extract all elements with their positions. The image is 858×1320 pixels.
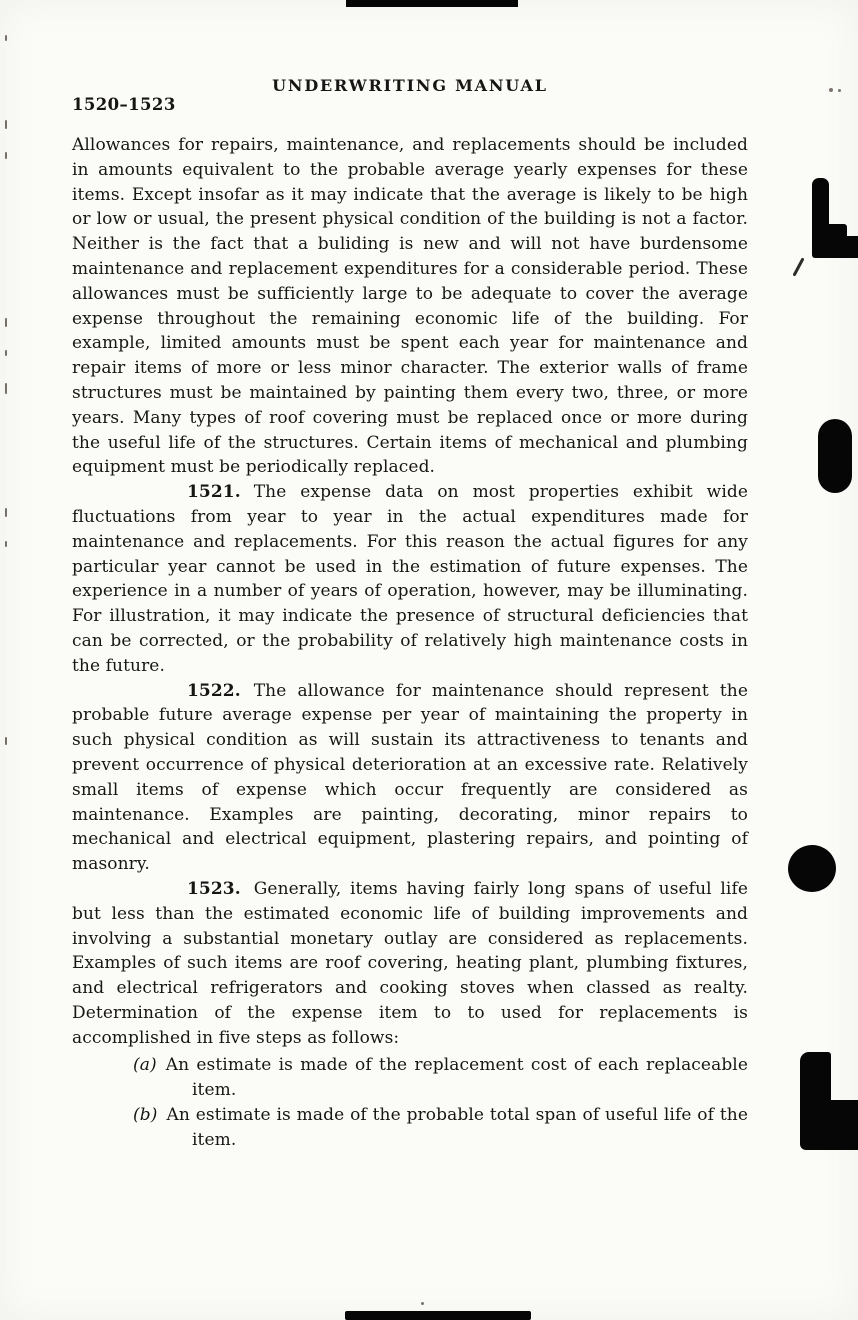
left-edge-scan-tick [5, 318, 7, 327]
scan-dot [829, 88, 833, 92]
paragraph-1521 [72, 480, 748, 678]
paragraph-number: 1523. [187, 878, 241, 899]
top-edge-ink-bar [346, 0, 518, 7]
list-marker: (b) [133, 1105, 158, 1126]
paragraph-1523 [72, 877, 748, 1051]
paragraph-text: Allowances for repairs, maintenance, and replacements should be included in amounts equivalent to the probable average yearly expenses for these items. Except insofar as it may indicate that the average is likely to be high or low or usual, the present physical condition of the building is not a factor. Neither is the fact that a buliding is new and will not have burdensome maintenance and replacement expenditures for a considerable period. These allowances must be sufficiently large to be adequate to cover the average expense throughout the remaining economic life of the building. For example, limited amounts must be spent each year for maintenance and repair items of more or less minor character. The exterior walls of frame structures must be maintained by painting them every two, three, or more years. Many types of roof covering must be replaced once or more during the useful life of the structures. Certain items of mechanical and plumbing equipment must be periodically replaced. [72, 135, 748, 478]
left-edge-scan-tick [5, 508, 7, 517]
paragraph-continuation [72, 133, 748, 480]
right-margin-ink-blot [800, 1100, 858, 1150]
left-edge-scan-tick [5, 383, 7, 394]
paragraph-text: The allowance for maintenance should represent the probable future average expense per year of maintaining the property in such physical condition as will sustain its attractiveness to tenants and prevent occurrence of physical deterioration at an excessive rate. Relatively small items of expense which occur frequently are considered as maintenance. Examples are painting, decorating, minor repairs to mechanical and electrical equipment, plastering repairs, and pointing of masonry. [72, 680, 748, 875]
right-margin-ink-pill [818, 419, 852, 493]
list-item-b [72, 1103, 748, 1153]
left-edge-scan-tick [5, 350, 7, 356]
paragraph-text: The expense data on most properties exhibit wide fluctuations from year to year in the actual expenditures made for maintenance and replacements. For this reason the actual figures for any particular year cannot be used in the estimation of future expenses. The experience in a number of years of operation, however, may be illuminating. For illustration, it may indicate the presence of structural deficiencies that can be corrected, or the probability of relatively high maintenance costs in the future. [72, 482, 748, 676]
right-margin-ink-mark [838, 236, 858, 258]
left-edge-scan-tick [5, 737, 7, 745]
scan-dot [421, 1302, 424, 1305]
left-edge-scan-tick [5, 120, 7, 129]
bottom-edge-ink-bar [345, 1311, 531, 1320]
scan-dot [838, 89, 841, 92]
paragraph-text: Generally, items having fairly long spans of useful life but less than the estimated economic life of building improvements and involving a substantial monetary outlay are considered as replacements. Examples of such items are roof covering, heating plant, plumbing fixtures, and electrical refrigerators and cooking stoves when classed as realty. Determination of the expense item to to used for replacements is accomplished in five steps as follows: [72, 878, 748, 1048]
paragraph-number: 1522. [187, 680, 241, 701]
step-list [72, 1053, 748, 1152]
running-header: UNDERWRITING MANUAL [272, 76, 548, 95]
section-range: 1520–1523 [72, 95, 176, 114]
right-margin-ink-oval [785, 842, 839, 895]
list-item-a [72, 1053, 748, 1103]
paragraph-number: 1521. [187, 482, 241, 503]
left-edge-scan-tick [5, 541, 7, 547]
stray-slash-mark [792, 257, 804, 276]
left-edge-scan-tick [5, 152, 7, 159]
list-item-text: An estimate is made of the replacement cost of each replaceable item. [165, 1055, 748, 1101]
left-edge-scan-tick [5, 35, 7, 41]
list-marker: (a) [133, 1055, 157, 1076]
text-block [72, 133, 748, 1153]
list-item-text: An estimate is made of the probable total span of useful life of the item. [166, 1105, 748, 1150]
paragraph-1522 [72, 679, 748, 877]
